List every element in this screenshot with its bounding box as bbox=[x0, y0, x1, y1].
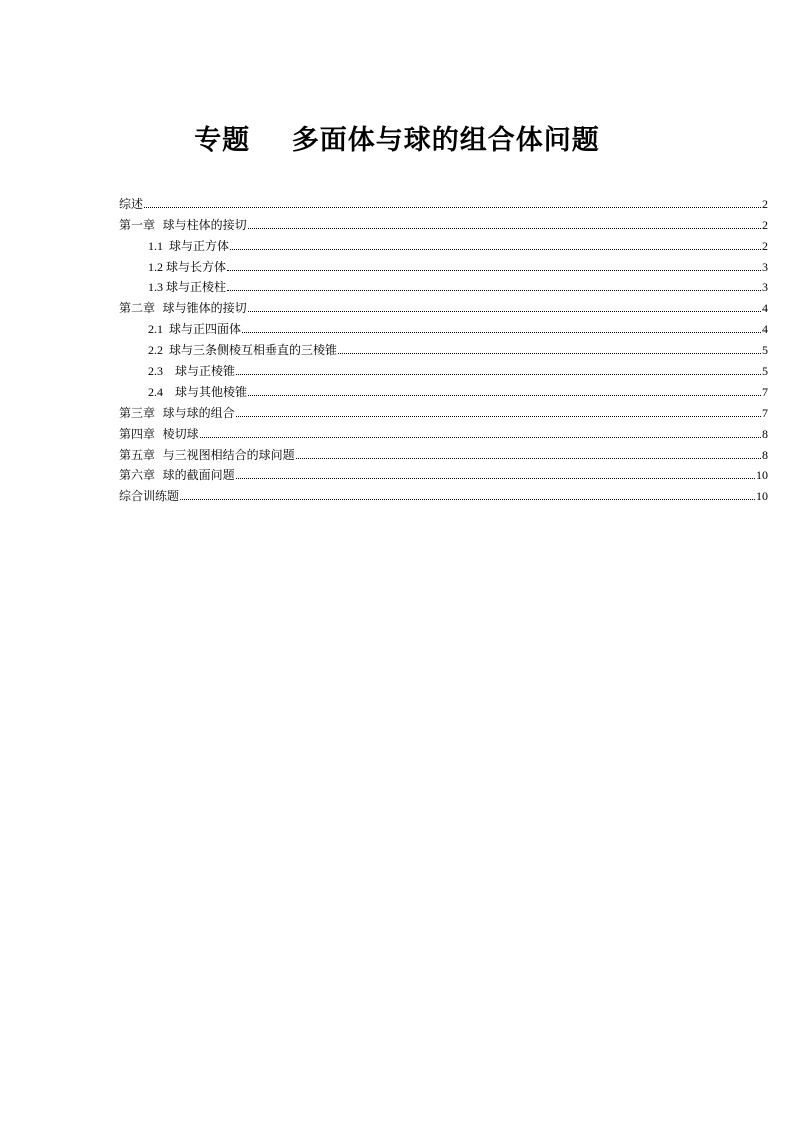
toc-entry[interactable] bbox=[119, 420, 768, 441]
toc-entry-label: 第五章 与三视图相结合的球问题 bbox=[119, 447, 295, 462]
toc-entry-page: 2 bbox=[762, 217, 768, 232]
toc-leader-dots bbox=[296, 457, 761, 459]
toc-entry-label: 球与正四面体 bbox=[169, 322, 242, 337]
table-of-contents bbox=[119, 190, 768, 503]
toc-entry[interactable] bbox=[119, 336, 768, 357]
toc-leader-dots bbox=[338, 352, 761, 354]
toc-entry-label: 球与正棱锥 bbox=[175, 364, 236, 379]
toc-entry-label: 第六章 球的截面问题 bbox=[119, 468, 235, 483]
toc-entry-label: 球与三条侧棱互相垂直的三棱锥 bbox=[169, 343, 338, 358]
toc-entry[interactable] bbox=[119, 211, 768, 232]
toc-leader-dots bbox=[227, 289, 761, 291]
toc-entry-label: 球与其他棱锥 bbox=[175, 384, 248, 399]
toc-entry-number: 2.4 bbox=[148, 384, 175, 399]
toc-entry-page: 5 bbox=[762, 343, 768, 358]
toc-entry[interactable] bbox=[119, 253, 768, 274]
toc-entry[interactable] bbox=[119, 232, 768, 253]
toc-leader-dots bbox=[180, 498, 755, 500]
toc-leader-dots bbox=[230, 248, 761, 250]
toc-leader-dots bbox=[248, 227, 761, 229]
toc-entry-number: 1.3 bbox=[148, 280, 166, 295]
toc-entry-label: 综合训练题 bbox=[119, 489, 180, 504]
toc-entry-number: 2.3 bbox=[148, 364, 175, 379]
toc-entry-page: 10 bbox=[756, 468, 768, 483]
toc-entry-label: 第四章 棱切球 bbox=[119, 426, 199, 441]
toc-entry-page: 3 bbox=[762, 280, 768, 295]
toc-leader-dots bbox=[200, 436, 761, 438]
toc-entry[interactable] bbox=[119, 190, 768, 211]
toc-entry-number: 1.1 bbox=[148, 238, 169, 253]
toc-entry-page: 7 bbox=[762, 405, 768, 420]
toc-leader-dots bbox=[242, 331, 761, 333]
toc-leader-dots bbox=[227, 269, 761, 271]
toc-entry-page: 10 bbox=[756, 489, 768, 504]
toc-entry-page: 8 bbox=[762, 447, 768, 462]
toc-entry[interactable] bbox=[119, 399, 768, 420]
toc-leader-dots bbox=[248, 310, 761, 312]
toc-leader-dots bbox=[236, 415, 761, 417]
toc-entry-number: 2.1 bbox=[148, 322, 169, 337]
toc-leader-dots bbox=[236, 373, 761, 375]
toc-entry[interactable] bbox=[119, 294, 768, 315]
toc-entry[interactable] bbox=[119, 357, 768, 378]
toc-entry-label: 第二章 球与锥体的接切 bbox=[119, 301, 247, 316]
toc-entry-label: 第三章 球与球的组合 bbox=[119, 405, 235, 420]
toc-entry-page: 8 bbox=[762, 426, 768, 441]
toc-entry-page: 4 bbox=[762, 301, 768, 316]
toc-entry-label: 第一章 球与柱体的接切 bbox=[119, 217, 247, 232]
toc-entry-page: 3 bbox=[762, 259, 768, 274]
toc-entry-number: 1.2 bbox=[148, 259, 166, 274]
toc-entry-page: 5 bbox=[762, 364, 768, 379]
toc-entry[interactable] bbox=[119, 462, 768, 483]
toc-entry[interactable] bbox=[119, 441, 768, 462]
toc-entry-page: 2 bbox=[762, 238, 768, 253]
document-title: 专题 多面体与球的组合体问题 bbox=[194, 125, 600, 156]
toc-entry[interactable] bbox=[119, 274, 768, 295]
toc-entry[interactable] bbox=[119, 378, 768, 399]
toc-entry-number: 2.2 bbox=[148, 343, 169, 358]
toc-entry-page: 7 bbox=[762, 384, 768, 399]
toc-entry-page: 2 bbox=[762, 196, 768, 211]
toc-entry-label: 球与正棱柱 bbox=[166, 280, 227, 295]
toc-leader-dots bbox=[236, 477, 755, 479]
toc-entry[interactable] bbox=[119, 315, 768, 336]
toc-leader-dots bbox=[248, 394, 761, 396]
toc-entry-page: 4 bbox=[762, 322, 768, 337]
toc-entry-label: 球与正方体 bbox=[169, 238, 230, 253]
toc-entry[interactable] bbox=[119, 482, 768, 503]
toc-entry-label: 综述 bbox=[119, 196, 144, 211]
toc-entry-label: 球与长方体 bbox=[166, 259, 227, 274]
toc-leader-dots bbox=[144, 206, 761, 208]
